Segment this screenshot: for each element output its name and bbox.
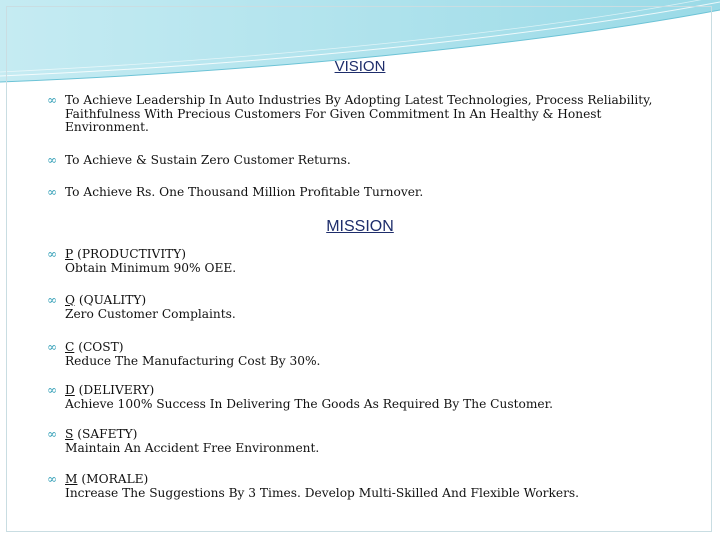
infinity-bullet-icon: ∞ — [47, 93, 57, 107]
mission-item-morale: ∞ M (MORALE) Increase The Suggestions By 3 Times. Develop Multi-Skilled And Flexible Workers. — [47, 472, 580, 500]
mission-item-productivity: ∞ P (PRODUCTIVITY) Obtain Minimum 90% OEE. — [47, 247, 237, 275]
mission-heading: MISSION — [326, 218, 394, 235]
vision-item: ∞ To Achieve Leadership In Auto Industries By Adopting Latest Technologies, Process Reliability, Faithfulness With Precious Customers For Given Commitment In An Healthy & Honest Environment. — [47, 93, 653, 134]
mission-item-safety: ∞ S (SAFETY) Maintain An Accident Free Environment. — [47, 427, 320, 455]
infinity-bullet-icon: ∞ — [47, 427, 57, 441]
mission-item-delivery: ∞ D (DELIVERY) Achieve 100% Success In Delivering The Goods As Required By The Customer. — [47, 383, 553, 411]
infinity-bullet-icon: ∞ — [47, 153, 57, 167]
infinity-bullet-icon: ∞ — [47, 383, 57, 397]
mission-item-cost: ∞ C (COST) Reduce The Manufacturing Cost By 30%. — [47, 340, 321, 368]
infinity-bullet-icon: ∞ — [47, 293, 57, 307]
mission-item-quality: ∞ Q (QUALITY) Zero Customer Complaints. — [47, 293, 236, 321]
infinity-bullet-icon: ∞ — [47, 340, 57, 354]
infinity-bullet-icon: ∞ — [47, 472, 57, 486]
vision-heading: VISION — [334, 58, 386, 75]
infinity-bullet-icon: ∞ — [47, 185, 57, 199]
infinity-bullet-icon: ∞ — [47, 247, 57, 261]
vision-item: ∞ To Achieve & Sustain Zero Customer Returns. — [47, 153, 351, 167]
vision-item: ∞ To Achieve Rs. One Thousand Million Profitable Turnover. — [47, 185, 424, 199]
